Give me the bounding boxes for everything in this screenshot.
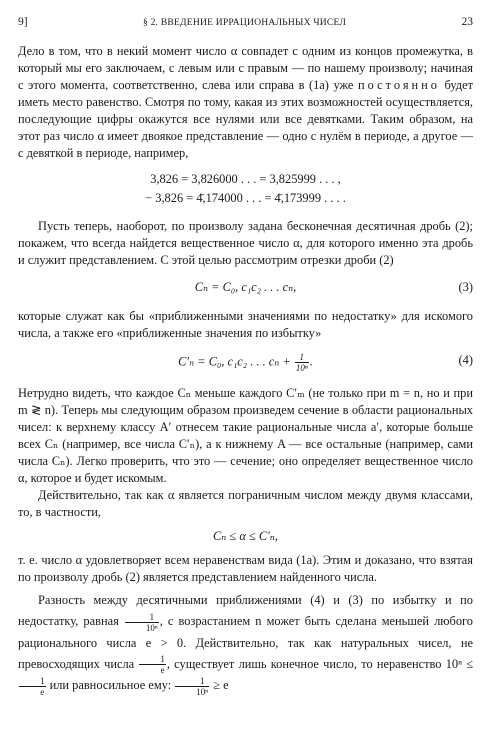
page-number: 23: [461, 16, 473, 28]
paragraph-7-a: Разность между десятичными приближениями (4) и (3) по избытку и по недостатку, равная: [18, 593, 473, 628]
equation-3: [18, 279, 473, 296]
paragraph-6: т. е. число α удовлетворяет всем неравенствам вида (1а). Этим и доказано, что взятая по произволу дробь (2) является представлением найденного числа.: [18, 553, 473, 584]
paragraph-7: [18, 590, 473, 697]
fraction-3-den: e: [40, 686, 45, 697]
paragraph-3: которые служат как бы «приближенными значениями по недостатку» для искомого числа, а также его «приближенные значения по избытку»: [18, 309, 473, 340]
fraction-denominator: 10ⁿ: [295, 363, 308, 373]
decimal-line-2: − 3,826 = 4̄,174000 . . . = 4̄,173999 . . . .: [145, 191, 346, 205]
decimal-line-1: 3,826 = 3,826000 . . . = 3,825999 . . . ,: [150, 172, 341, 186]
running-header: [18, 14, 473, 31]
paragraph-1-text-b: будет иметь место равенство. Смотря по тому, какая из этих возможностей осуществляется, последующие цифры окажутся все нулями или все девятками. Таким образом, на этот раз число α имеет двоякое представление — одно с нулём в периоде, а другое — с девяткой в периоде, например,: [18, 78, 473, 160]
paragraph-7-e: ≥ e: [210, 678, 229, 693]
equation-4-tail: .: [309, 354, 313, 369]
equation-4: [18, 352, 473, 373]
equation-4-fraction: [295, 352, 309, 373]
paragraph-1: [18, 43, 473, 162]
fraction-4-den: 10ⁿ: [196, 686, 209, 697]
paragraph-4: Нетрудно видеть, что каждое Cₙ меньше каждого C′ₘ (не только при m = n, но и при m ≷ n). Теперь мы следующим образом произведем сечение в области рациональных чисел: к верхнему классу A′ отнесем такие рациональные числа a′, которые больше всех Cₙ (например, все числа C′ₙ), а к нижнему A — все остальные (например, сами числа Cₙ). Легко проверить, что это — сечение; оно определяет вещественное число α, которое и будет искомым.: [18, 386, 473, 485]
paragraph-7-d: или равносильное ему:: [46, 678, 175, 693]
fraction-4-num: 1: [175, 676, 209, 687]
fraction-1-den: 10ⁿ: [145, 622, 158, 633]
fraction-1-num: 1: [125, 612, 159, 623]
paragraph-7-b: , с возрастанием n может быть сделана меньшей любого рационального числа e > 0. Действительно, так как натуральных чисел, не превосходящих числа: [18, 614, 473, 671]
equation-3-formula: Cₙ = C₀, c₁c₂ . . . cₙ,: [194, 280, 297, 294]
fraction-2-den: e: [160, 665, 165, 676]
equation-4-number: (4): [458, 353, 473, 367]
decimal-examples: [18, 170, 473, 208]
fraction-3-num: 1: [19, 676, 46, 687]
paragraph-5: Действительно, так как α является пограничным числом между двумя классами, то, в частности,: [18, 488, 473, 519]
section-title: § 2. ВВЕДЕНИЕ ИРРАЦИОНАЛЬНЫХ ЧИСЕЛ: [142, 17, 347, 28]
equation-4-formula: C′ₙ = C₀, c₁c₂ . . . cₙ +: [178, 354, 291, 369]
inequality: Cₙ ≤ α ≤ C′ₙ,: [213, 529, 278, 543]
fraction-2: [139, 654, 166, 675]
fraction-3: [19, 676, 46, 697]
spaced-word: постоянно: [357, 78, 440, 92]
paragraph-2: Пусть теперь, наоборот, по произволу задана бесконечная десятичная дробь (2); покажем, что всегда найдется вещественное число α, для которого именно эта дробь и служит представлением. С этой целью рассмотрим отрезки дроби (2): [18, 219, 473, 267]
fraction-4: [175, 676, 209, 697]
paragraph-1-text-a: Дело в том, что в некий момент число α совпадет с одним из концов промежутка, в который мы его заключаем, с левым или с правым — по нашему произволу; начиная с этого момента, соответственно, слева или справа в (1а) уже: [18, 44, 473, 92]
fraction-numerator: 1: [295, 352, 309, 363]
header-left: 9]: [18, 16, 28, 28]
paragraph-7-c: , существует лишь конечное число, то неравенство 10ⁿ ≤: [166, 656, 474, 671]
fraction-2-num: 1: [139, 654, 166, 665]
fraction-1: [125, 612, 159, 633]
equation-3-number: (3): [458, 280, 473, 294]
